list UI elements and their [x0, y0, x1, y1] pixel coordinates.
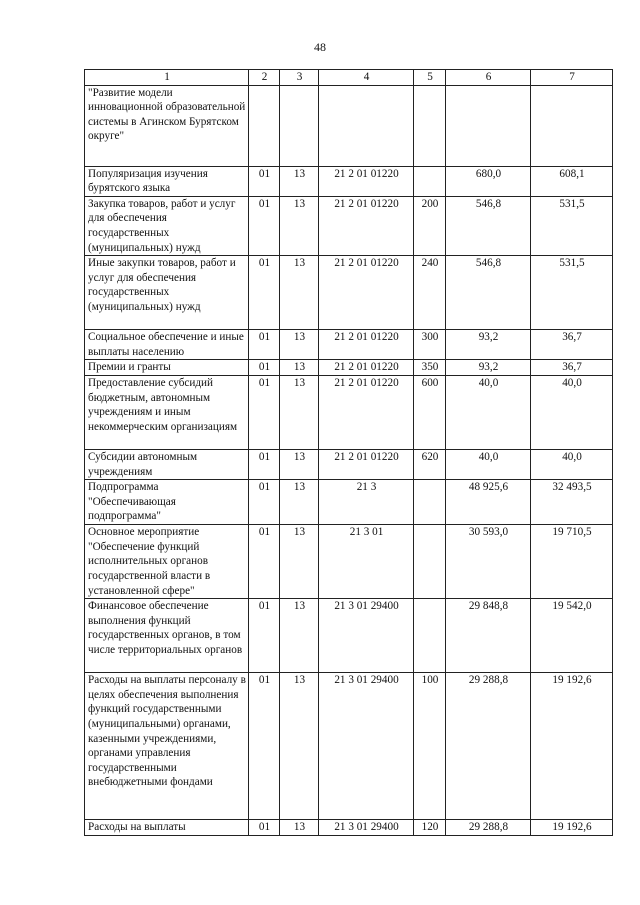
expense-type-cell: 100 [414, 673, 446, 820]
target-article-cell: 21 3 01 29400 [319, 820, 414, 836]
amount-col6-cell: 93,2 [446, 360, 531, 376]
table-row [85, 449, 613, 479]
target-article-cell: 21 2 01 01220 [319, 256, 414, 330]
target-article-cell: 21 3 01 [319, 525, 414, 599]
table-row [85, 330, 613, 360]
amount-col6-cell: 29 288,8 [446, 820, 531, 836]
section-code-cell: 01 [249, 449, 280, 479]
row-name-cell: "Развитие модели инновационной образовательной системы в Агинском Бурятском округе" [85, 85, 249, 166]
target-article-cell: 21 2 01 01220 [319, 360, 414, 376]
amount-col7-cell [531, 85, 613, 166]
amount-col6-cell [446, 85, 531, 166]
row-name-cell: Популяризация изучения бурятского языка [85, 166, 249, 196]
table-header-row [85, 70, 613, 86]
amount-col6-cell: 546,8 [446, 256, 531, 330]
row-name-cell: Финансовое обеспечение выполнения функций государственных органов, в том числе территориальных органов [85, 599, 249, 673]
section-code-cell: 01 [249, 256, 280, 330]
target-article-cell: 21 2 01 01220 [319, 449, 414, 479]
target-article-cell: 21 2 01 01220 [319, 166, 414, 196]
amount-col6-cell: 48 925,6 [446, 480, 531, 525]
table-row [85, 256, 613, 330]
amount-col7-cell: 531,5 [531, 256, 613, 330]
table-row [85, 360, 613, 376]
expense-type-cell: 120 [414, 820, 446, 836]
row-name-cell: Субсидии автономным учреждениям [85, 449, 249, 479]
amount-col7-cell: 19 542,0 [531, 599, 613, 673]
expense-type-cell: 240 [414, 256, 446, 330]
amount-col7-cell: 36,7 [531, 360, 613, 376]
amount-col7-cell: 36,7 [531, 330, 613, 360]
amount-col6-cell: 546,8 [446, 196, 531, 255]
target-article-cell: 21 3 [319, 480, 414, 525]
subsection-code-cell: 13 [280, 375, 319, 449]
expense-type-cell [414, 599, 446, 673]
section-code-cell: 01 [249, 525, 280, 599]
section-code-cell: 01 [249, 330, 280, 360]
amount-col7-cell: 19 710,5 [531, 525, 613, 599]
table-row [85, 480, 613, 525]
row-name-cell: Подпрограмма "Обеспечивающая подпрограмма" [85, 480, 249, 525]
subsection-code-cell: 13 [280, 449, 319, 479]
subsection-code-cell: 13 [280, 256, 319, 330]
subsection-code-cell: 13 [280, 673, 319, 820]
amount-col6-cell: 93,2 [446, 330, 531, 360]
row-name-cell: Премии и гранты [85, 360, 249, 376]
subsection-code-cell: 13 [280, 820, 319, 836]
section-code-cell [249, 85, 280, 166]
row-name-cell: Социальное обеспечение и иные выплаты населению [85, 330, 249, 360]
section-code-cell: 01 [249, 360, 280, 376]
row-name-cell: Иные закупки товаров, работ и услуг для обеспечения государственных (муниципальных) нужд [85, 256, 249, 330]
expense-type-cell [414, 85, 446, 166]
section-code-cell: 01 [249, 673, 280, 820]
amount-col7-cell: 32 493,5 [531, 480, 613, 525]
target-article-cell: 21 2 01 01220 [319, 330, 414, 360]
subsection-code-cell: 13 [280, 599, 319, 673]
subsection-code-cell: 13 [280, 525, 319, 599]
amount-col6-cell: 680,0 [446, 166, 531, 196]
header-cell: 4 [319, 70, 414, 86]
amount-col6-cell: 40,0 [446, 449, 531, 479]
amount-col7-cell: 531,5 [531, 196, 613, 255]
target-article-cell: 21 3 01 29400 [319, 673, 414, 820]
row-name-cell: Предоставление субсидий бюджетным, автономным учреждениям и иным некоммерческим организациям [85, 375, 249, 449]
amount-col7-cell: 40,0 [531, 375, 613, 449]
header-cell: 6 [446, 70, 531, 86]
subsection-code-cell: 13 [280, 166, 319, 196]
expense-type-cell [414, 480, 446, 525]
table-row [85, 85, 613, 166]
section-code-cell: 01 [249, 820, 280, 836]
amount-col6-cell: 30 593,0 [446, 525, 531, 599]
header-cell: 2 [249, 70, 280, 86]
header-cell: 3 [280, 70, 319, 86]
section-code-cell: 01 [249, 375, 280, 449]
target-article-cell [319, 85, 414, 166]
amount-col7-cell: 19 192,6 [531, 820, 613, 836]
section-code-cell: 01 [249, 480, 280, 525]
target-article-cell: 21 3 01 29400 [319, 599, 414, 673]
target-article-cell: 21 2 01 01220 [319, 375, 414, 449]
subsection-code-cell: 13 [280, 360, 319, 376]
subsection-code-cell: 13 [280, 480, 319, 525]
table-row [85, 196, 613, 255]
table-row [85, 820, 613, 836]
expense-type-cell: 300 [414, 330, 446, 360]
header-cell: 5 [414, 70, 446, 86]
subsection-code-cell [280, 85, 319, 166]
table-row [85, 673, 613, 820]
target-article-cell: 21 2 01 01220 [319, 196, 414, 255]
amount-col6-cell: 29 848,8 [446, 599, 531, 673]
subsection-code-cell: 13 [280, 196, 319, 255]
table-row [85, 525, 613, 599]
expense-type-cell [414, 166, 446, 196]
page-number: 48 [314, 40, 326, 54]
row-name-cell: Закупка товаров, работ и услуг для обеспечения государственных (муниципальных) нужд [85, 196, 249, 255]
expense-type-cell: 620 [414, 449, 446, 479]
header-cell: 1 [85, 70, 249, 86]
section-code-cell: 01 [249, 166, 280, 196]
amount-col6-cell: 40,0 [446, 375, 531, 449]
amount-col6-cell: 29 288,8 [446, 673, 531, 820]
table-row [85, 375, 613, 449]
expense-type-cell: 200 [414, 196, 446, 255]
row-name-cell: Расходы на выплаты персоналу в целях обеспечения выполнения функций государственными (муниципальными) органами, казенными учреждениями, органами управления государственными внебюджетными фондами [85, 673, 249, 820]
expense-type-cell: 600 [414, 375, 446, 449]
expense-type-cell [414, 525, 446, 599]
amount-col7-cell: 608,1 [531, 166, 613, 196]
row-name-cell: Основное мероприятие "Обеспечение функций исполнительных органов государственной власти в установленной сфере" [85, 525, 249, 599]
section-code-cell: 01 [249, 196, 280, 255]
expense-type-cell: 350 [414, 360, 446, 376]
row-name-cell: Расходы на выплаты [85, 820, 249, 836]
subsection-code-cell: 13 [280, 330, 319, 360]
header-cell: 7 [531, 70, 613, 86]
table-row [85, 166, 613, 196]
budget-table [84, 69, 613, 836]
table-row [85, 599, 613, 673]
amount-col7-cell: 40,0 [531, 449, 613, 479]
section-code-cell: 01 [249, 599, 280, 673]
amount-col7-cell: 19 192,6 [531, 673, 613, 820]
